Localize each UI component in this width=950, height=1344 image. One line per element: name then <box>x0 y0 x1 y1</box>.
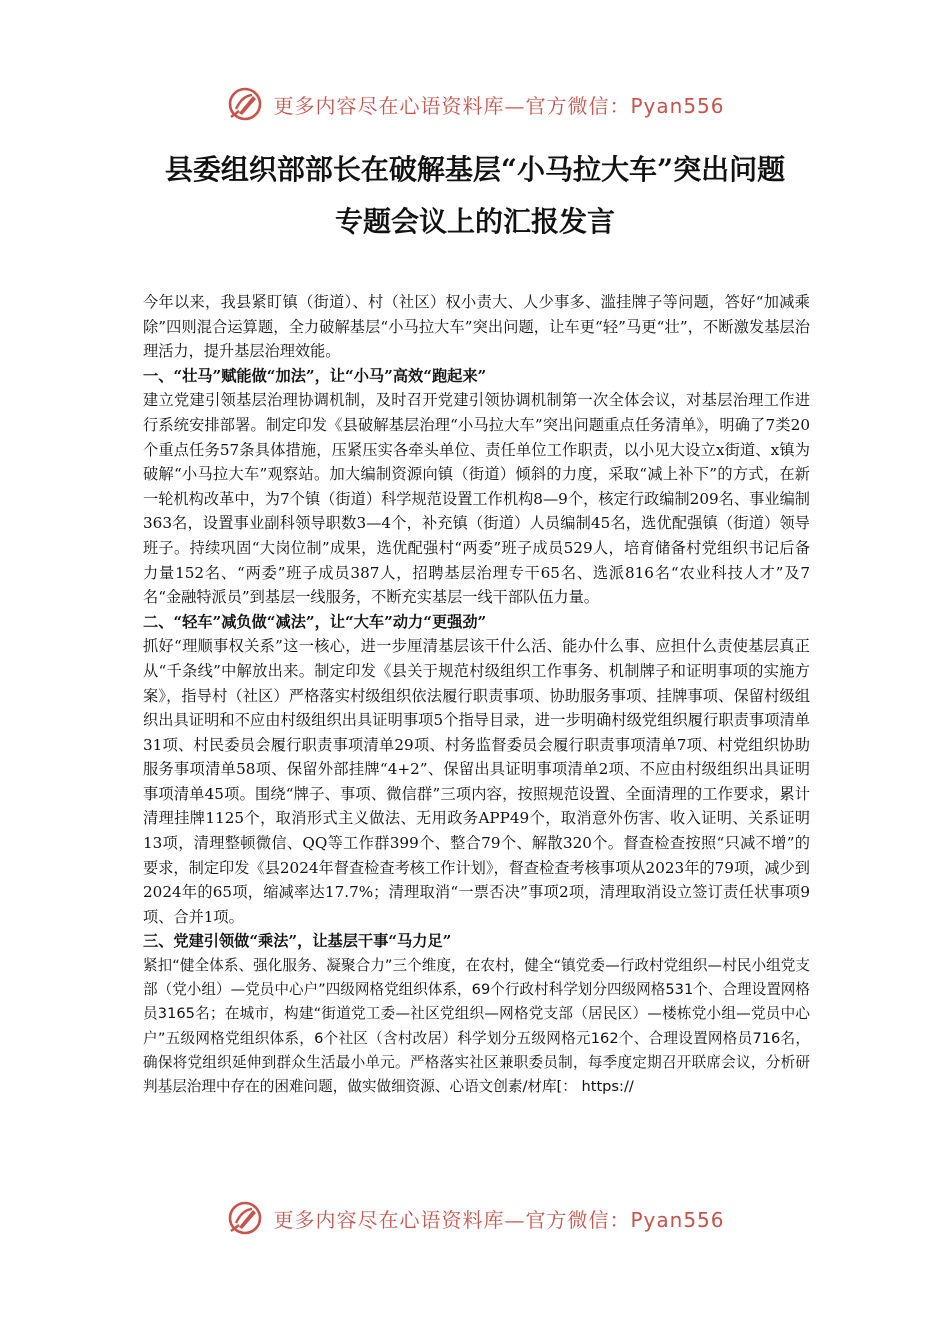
section-2-paragraph: 抓好“理顺事权关系”这一核心，进一步厘清基层该干什么活、能办什么事、应担什么责使基层真正从“千条线”中解放出来。制定印发《县关于规范村级组织工作事务、机制牌子和证明事项的实施方案》，指导村（社区）严格落实村级组织依法履行职责事项、协助服务事项、挂牌事项、保留村级组织出具证明和不应由村级组织出具证明事项5个指导目录，进一步明确村级党组织履行职责事项清单31项、村民委员会履行职责事项清单29项、村务监督委员会履行职责事项清单7项、村党组织协助服务事项清单58项、保留外部挂牌“4+2”、保留出具证明事项清单2项、不应由村级组织出具证明事项清单45项。围绕“牌子、事项、微信群”三项内容，按照规范设置、全面清理的工作要求，累计清理挂牌1125个，取消形式主义做法、无用政务APP49个，取消意外伤害、收入证明、关系证明13项，清理整顿微信、QQ等工作群399个、整合79个、解散320个。督查检查按照“只减不增”的要求，制定印发《县2024年督查检查考核工作计划》，督查检查考核事项从2023年的79项，减少到2024年的65项，缩减率达17.7%；清理取消“一票否决”事项2项，清理取消设立签订责任状事项9项、合并1项。 <box>143 637 810 926</box>
watermark-text: 更多内容尽在心语资料库—官方微信：Pyan556 <box>273 1207 725 1232</box>
header-watermark-banner <box>0 82 950 126</box>
section-1-paragraph: 建立党建引领基层治理协调机制，及时召开党建引领协调机制第一次全体会议，对基层治理工作进行系统安排部署。制定印发《县破解基层治理“小马拉大车”突出问题重点任务清单》，明确了7类20个重点任务57条具体措施，压紧压实各牵头单位、责任单位工作职责，以小见大设立x街道、x镇为破解“小马拉大车”观察站。加大编制资源向镇（街道）倾斜的力度，采取“减上补下”的方式，在新一轮机构改革中，为7个镇（街道）科学规范设置工作机构8—9个，核定行政编制209名、事业编制363名，设置事业副科领导职数3—4个，补充镇（街道）人员编制45名，选优配强镇（街道）领导班子。持续巩固“大岗位制”成果，选优配强村“两委”班子成员529人，培育储备村党组织书记后备力量152名、“两委”班子成员387人，招聘基层治理专干65名、选派816名“农业科技人才”及7名“金融特派员”到基层一线服务，不断充实基层一线干部队伍力量。 <box>143 391 810 607</box>
logo-icon <box>225 84 265 124</box>
section-heading-3: 三、党建引领做“乘法”，让基层干事“马力足” <box>143 932 452 951</box>
section-3-paragraph: 紧扣“健全体系、强化服务、凝聚合力”三个维度，在农村，健全“镇党委—行政村党组织—村民小组党支部（党小组）—党员中心户”四级网格党组织体系，69个行政村科学划分四级网格531个、合理设置网格员3165名；在城市，构建“街道党工委—社区党组织—网格党支部（居民区）—楼栋党小组—党员中心户”五级网格党组织体系，6个社区（含村改居）科学划分五级网格元162个、合理设置网格员716名，确保将党组织延伸到群众生活最小单元。严格落实社区兼职委员制，每季度定期召开联席会议，分析研判基层治理中存在的困难问题，做实做细资源、心语文创素/材库[： https:// <box>143 957 810 1096</box>
document-title-line-2: 专题会议上的汇报发言 <box>334 205 615 238</box>
document-title-line-1: 县委组织部部长在破解基层“小马拉大车”突出问题 <box>164 153 786 186</box>
document-body <box>143 290 810 1099</box>
section-heading-2: 二、“轻车”减负做“减法”，让“大车”动力“更强劲” <box>143 612 487 631</box>
intro-paragraph: 今年以来，我县紧盯镇（街道）、村（社区）权小责大、人少事多、滥挂牌子等问题，答好“加减乘除”四则混合运算题，全力破解基层“小马拉大车”突出问题，让车更“轻”马更“壮”，不断激发基层治理活力，提升基层治理效能。 <box>143 293 810 361</box>
watermark-text: 更多内容尽在心语资料库—官方微信：Pyan556 <box>273 93 725 118</box>
section-heading-1: 一、“壮马”赋能做“加法”，让“小马”高效“跑起来” <box>143 366 487 385</box>
footer-watermark-banner <box>0 1196 950 1240</box>
logo-icon <box>225 1198 265 1238</box>
